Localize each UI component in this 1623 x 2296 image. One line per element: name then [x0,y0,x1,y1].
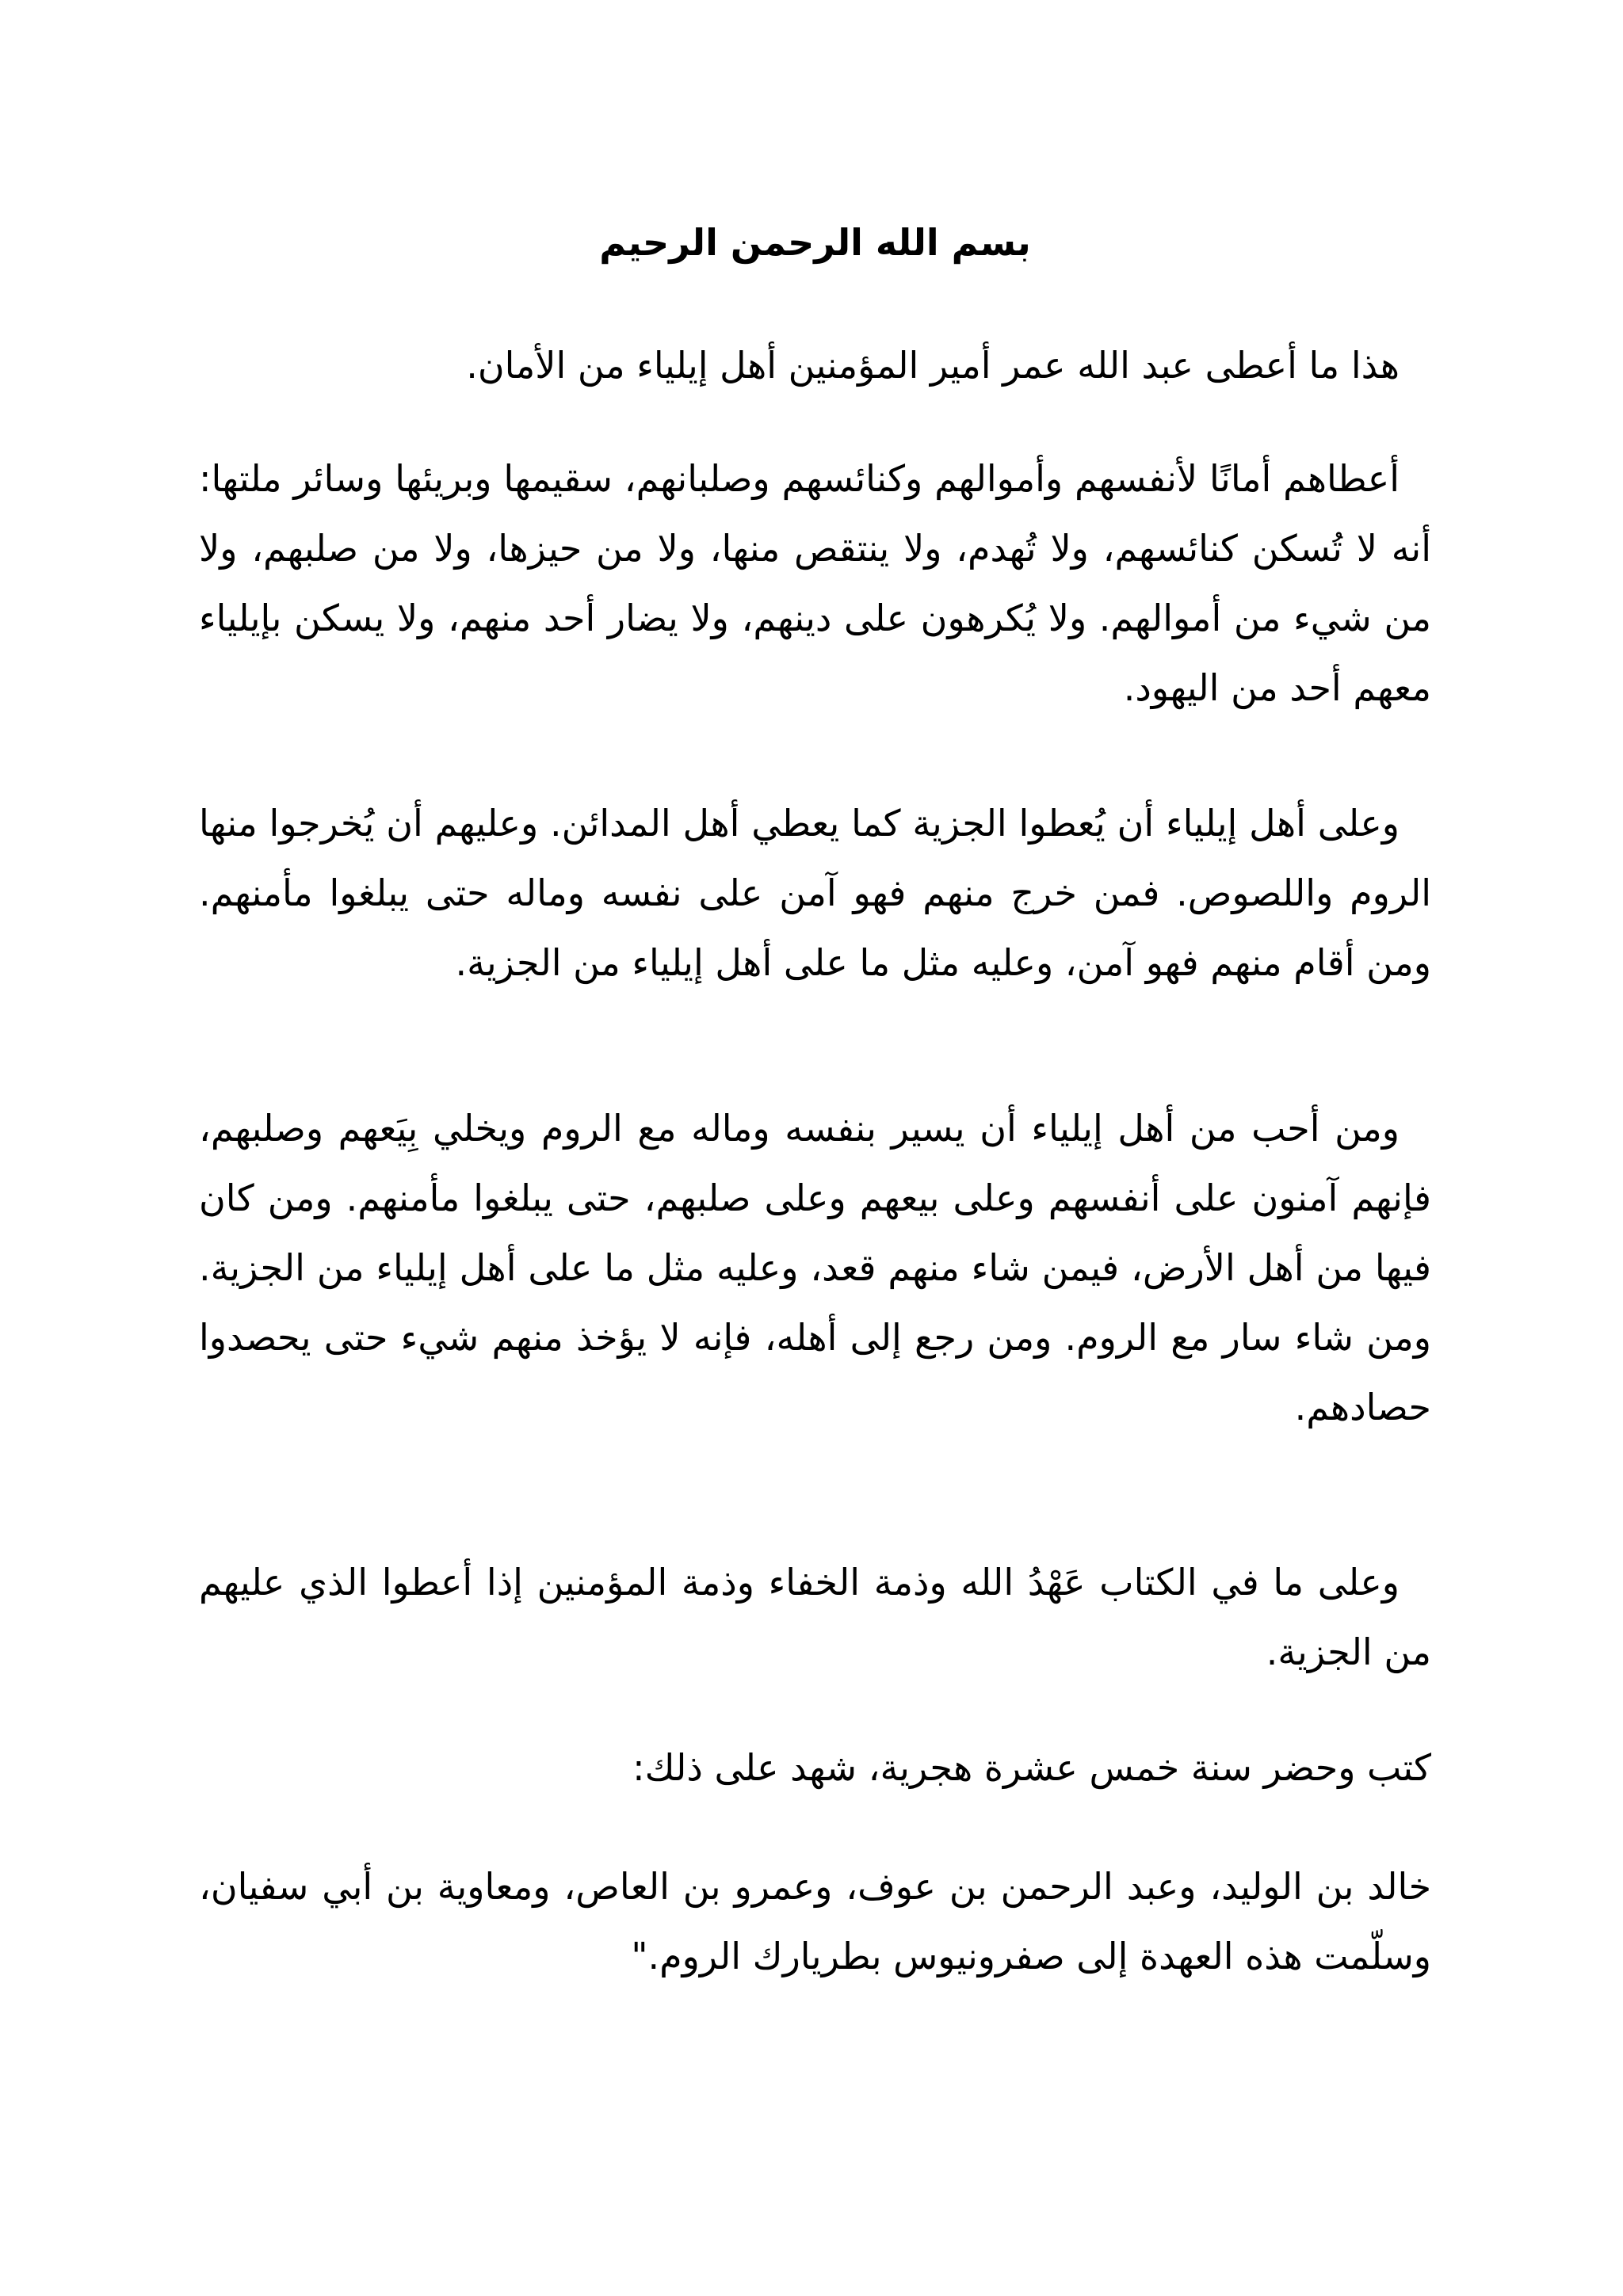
document-title: بسم الله الرحمن الرحيم [599,221,1031,264]
paragraph-protections: أعطاهم أمانًا لأنفسهم وأموالهم وكنائسهم وصلبانهم، سقيمها وبريئها وسائر ملتها: أنه لا تُسكن كنائسهم، ولا تُهدم، ولا ينتقص منها، ولا من حيزها، ولا من صلبهم، ولا من شيء من أموالهم. ولا يُكرهون على دينهم، ولا يضار أحد منهم، ولا يسكن بإيلياء معهم أحد من اليهود. [199,457,1431,709]
paragraph-witnesses: خالد بن الوليد، وعبد الرحمن بن عوف، وعمرو بن العاص، ومعاوية بن أبي سفيان، وسلّمت هذه العهدة إلى صفرونيوس بطريارك الروم." [199,1865,1431,1978]
paragraph-covenant: وعلى ما في الكتاب عَهْدُ الله وذمة الخفاء وذمة المؤمنين إذا أعطوا الذي عليهم من الجزية. [199,1561,1431,1673]
paragraph-intro: هذا ما أعطى عبد الله عمر أمير المؤمنين أهل إيلياء من الأمان. [466,344,1400,387]
paragraph-departure: ومن أحب من أهل إيلياء أن يسير بنفسه وماله مع الروم ويخلي بِيَعهم وصلبهم، فإنهم آمنون على أنفسهم وعلى بيعهم وعلى صلبهم، حتى يبلغوا مأمنهم. ومن كان فيها من أهل الأرض، فيمن شاء منهم قعد، وعليه مثل ما على أهل إيلياء من الجزية. ومن شاء سار مع الروم. ومن رجع إلى أهله، فإنه لا يؤخذ منهم شيء حتى يحصدوا حصادهم. [199,1107,1431,1428]
paragraph-witness-intro: كتب وحضر سنة خمس عشرة هجرية، شهد على ذلك: [632,1746,1431,1789]
paragraph-jizya: وعلى أهل إيلياء أن يُعطوا الجزية كما يعطي أهل المدائن. وعليهم أن يُخرجوا منها الروم واللصوص. فمن خرج منهم فهو آمن على نفسه وماله حتى يبلغوا مأمنهم. ومن أقام منهم فهو آمن، وعليه مثل ما على أهل إيلياء من الجزية. [199,802,1431,984]
